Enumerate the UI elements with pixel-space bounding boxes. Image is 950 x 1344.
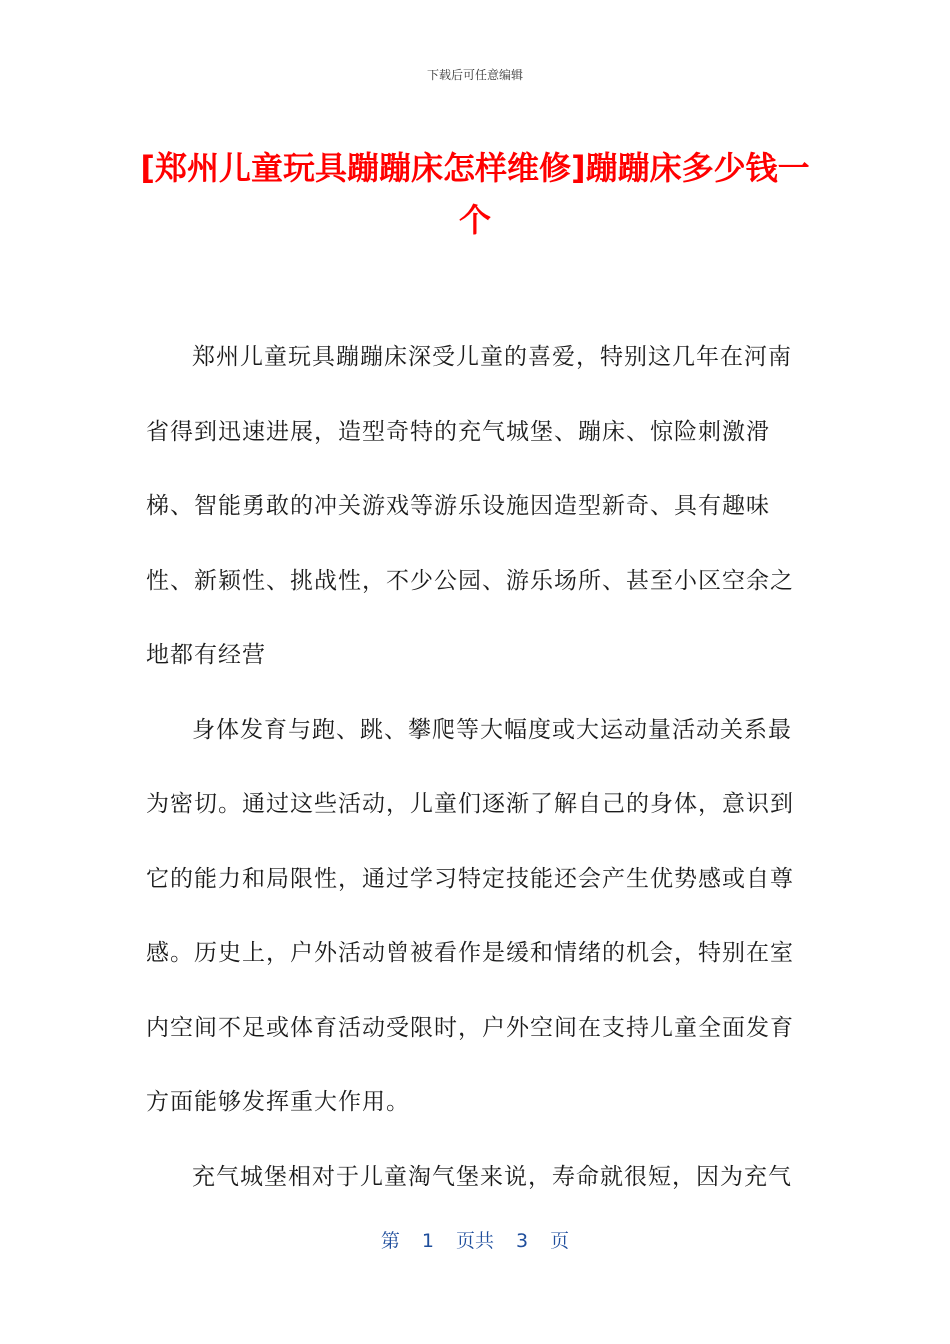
paragraph: 充气城堡相对于儿童淘气堡来说，寿命就很短，因为充气 [192,1163,792,1190]
page-footer [0,1226,950,1253]
paragraph: 郑州儿童玩具蹦蹦床深受儿童的喜爱，特别这几年在河南省得到迅速进展，造型奇特的充气城堡、蹦床、惊险刺激滑梯、智能勇敢的冲关游戏等游乐设施因造型新奇、具有趣味性、新颖性、挑战性，不少公园、游乐场所、甚至小区空余之地都有经营 [146,344,794,668]
footer-total-pages: 3 [516,1230,529,1252]
paragraph: 身体发育与跑、跳、攀爬等大幅度或大运动量活动关系最为密切。通过这些活动，儿童们逐渐了解自己的身体，意识到它的能力和局限性，通过学习特定技能还会产生优势感或自尊感。历史上，户外活动曾被看作是缓和情绪的机会，特别在室内空间不足或体育活动受限时，户外空间在支持儿童全面发育方面能够发挥重大作用。 [146,716,794,1115]
document-body [146,320,806,1214]
document-title: [郑州儿童玩具蹦蹦床怎样维修]蹦蹦床多少钱一个 [140,149,810,239]
footer-suffix: 页 [550,1230,570,1252]
footer-current-page: 1 [421,1230,434,1252]
footer-middle: 页共 [455,1230,494,1252]
header-note: 下载后可任意编辑 [426,68,523,82]
footer-prefix: 第 [380,1230,400,1252]
